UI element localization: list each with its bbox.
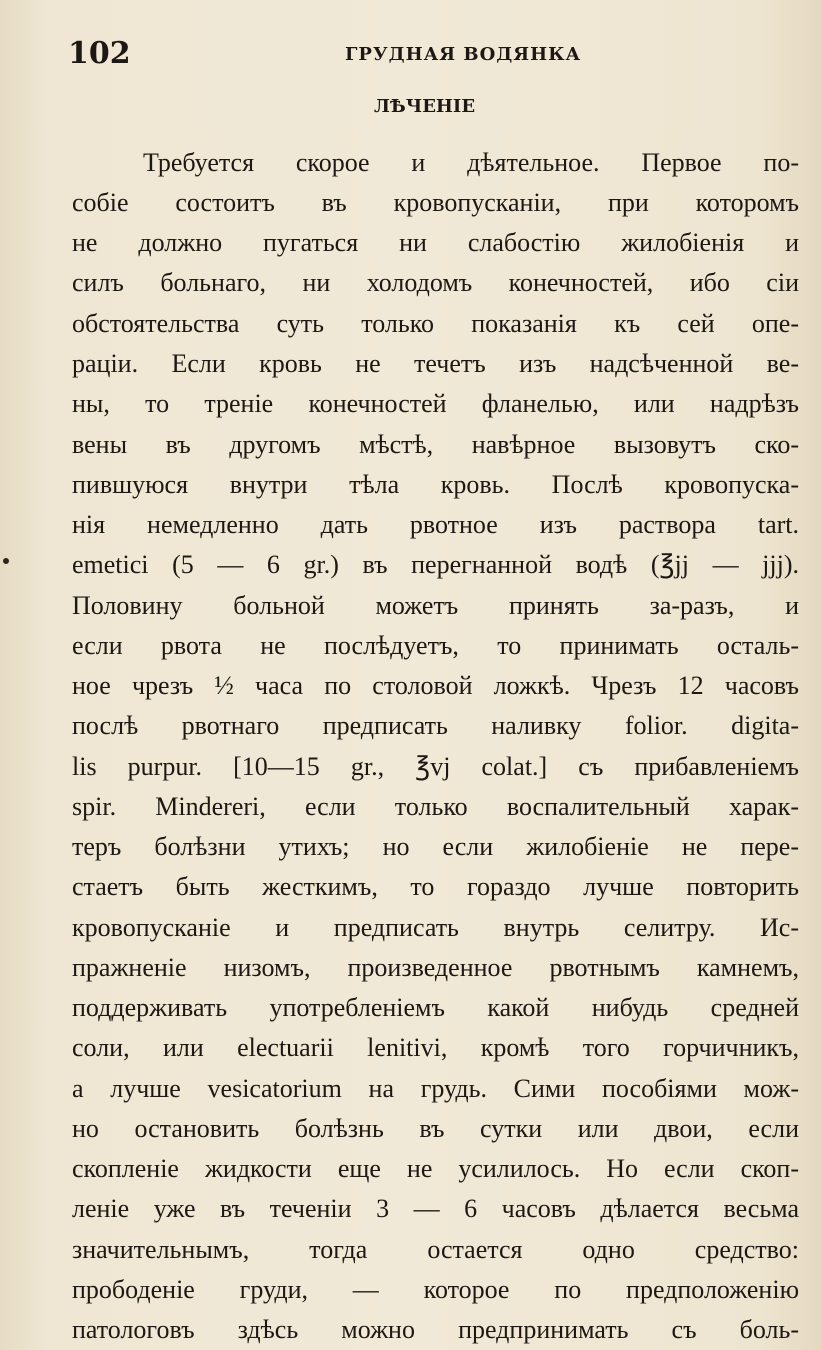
text-line: раціи. Если кровь не течетъ изъ надсѣченной ве- xyxy=(72,349,799,378)
text-line: послѣ рвотнаго предписать наливку folior. digita- xyxy=(72,711,799,740)
text-line: значительнымъ, тогда остается одно средство: xyxy=(72,1235,799,1264)
text-line: не должно пугаться ни слабостію жилобіенія и xyxy=(72,228,799,257)
text-line: пражненіе низомъ, произведенное рвотнымъ камнемъ, xyxy=(72,953,799,982)
page-number: 102 xyxy=(68,36,131,71)
text-line: emetici (5 — 6 gr.) въ перегнанной водѣ (℥jj — jjj). xyxy=(72,550,799,579)
text-line: но остановить болѣзнь въ сутки или двои, если xyxy=(72,1114,799,1143)
text-line: Половину больной можетъ принять за-разъ, и xyxy=(72,591,799,620)
margin-dot xyxy=(3,558,9,564)
text-line: lis purpur. [10—15 gr., ℥vj colat.] съ прибавленіемъ xyxy=(72,752,799,781)
text-line: ное чрезъ ½ часа по столовой ложкѣ. Чрезъ 12 часовъ xyxy=(72,671,799,700)
text-line: собіе состоитъ въ кровопусканіи, при которомъ xyxy=(72,188,799,217)
text-line: соли, или electuarii lenitivi, кромѣ того горчичникъ, xyxy=(72,1033,799,1062)
section-heading: ЛѢЧЕНІЕ xyxy=(374,96,476,117)
text-line: Требуется скорое и дѣятельное. Первое по- xyxy=(143,148,799,177)
text-line: нія немедленно дать рвотное изъ раствора tart. xyxy=(72,510,799,539)
text-line: spir. Mindereri, если только воспалительный харак- xyxy=(72,792,799,821)
text-line: кровопусканіе и предписать внутрь селитру. Ис- xyxy=(72,913,799,942)
text-line: патологовъ здѣсь можно предпринимать съ боль- xyxy=(72,1315,799,1344)
text-line: теръ болѣзни утихъ; но если жилобіеніе не пере- xyxy=(72,832,799,861)
text-line: вены въ другомъ мѣстѣ, навѣрное вызовутъ ско- xyxy=(72,430,799,459)
text-line: прободеніе груди, — которое по предположенію xyxy=(72,1275,799,1304)
text-line: поддерживать употребленіемъ какой нибудь средней xyxy=(72,993,799,1022)
text-line: скопленіе жидкости еще не усилилось. Но если скоп- xyxy=(72,1154,799,1183)
text-line: силъ больнаго, ни холодомъ конечностей, ибо сіи xyxy=(72,268,799,297)
text-line: леніе уже въ теченіи 3 — 6 часовъ дѣлается весьма xyxy=(72,1194,799,1223)
text-line: пившуюся внутри тѣла кровь. Послѣ кровопуска- xyxy=(72,470,799,499)
text-line: если рвота не послѣдуетъ, то принимать осталь- xyxy=(72,631,799,660)
running-title: ГРУДНАЯ ВОДЯНКА xyxy=(345,44,582,65)
text-line: стаетъ быть жесткимъ, то гораздо лучше повторить xyxy=(72,872,799,901)
text-line: обстоятельства суть только показанія къ сей опе- xyxy=(72,309,799,338)
text-line: ны, то треніе конечностей фланелью, или надрѣзъ xyxy=(72,389,799,418)
text-line: а лучше vesicatorium на грудь. Сими пособіями мож- xyxy=(72,1074,799,1103)
